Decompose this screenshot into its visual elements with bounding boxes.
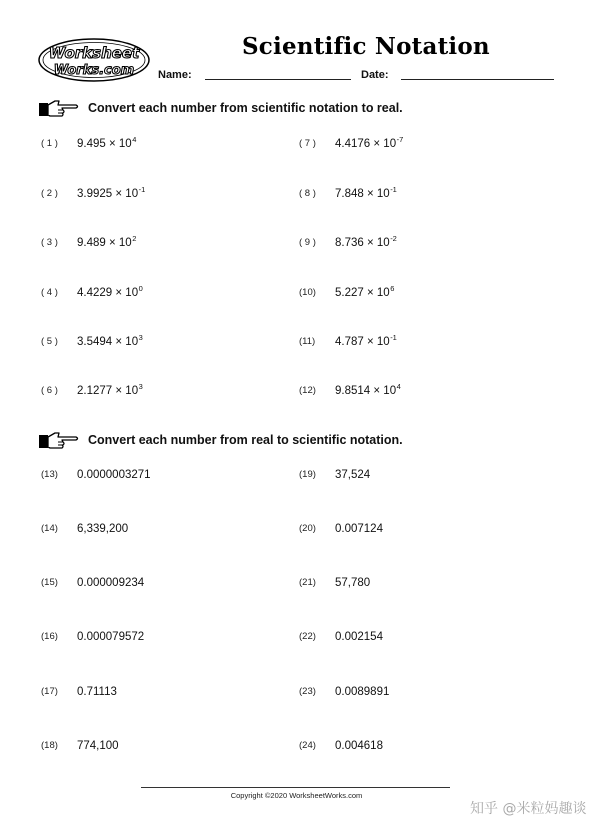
copyright-text: Copyright ©2020 WorksheetWorks.com bbox=[230, 791, 363, 800]
date-field[interactable] bbox=[401, 79, 554, 80]
problem-number: ( 8 ) bbox=[299, 188, 316, 199]
problem-value: $9.8514 \times 10^4$ bbox=[335, 382, 401, 397]
problem-number: (18) bbox=[41, 740, 58, 751]
problem-number: (23) bbox=[299, 686, 316, 697]
problem-number: ( 5 ) bbox=[41, 336, 58, 347]
problem-value: 0.000009234 bbox=[77, 577, 145, 589]
problem-number: ( 3 ) bbox=[41, 237, 58, 248]
problem-number: (22) bbox=[299, 631, 316, 642]
footer-divider bbox=[141, 787, 450, 788]
problem-value: 0.000079572 bbox=[77, 631, 145, 643]
problem-value: $4.787 \times 10^{-1}$ bbox=[335, 333, 397, 348]
problem-value: $4.4176 \times 10^{-7}$ bbox=[335, 135, 404, 150]
problem-number: (15) bbox=[41, 577, 58, 588]
problem-value: $4.4229 \times 10^0$ bbox=[77, 284, 143, 299]
problem-value: $5.227 \times 10^6$ bbox=[335, 284, 395, 299]
section-2-instruction: Convert each number from real to scientific notation. bbox=[88, 433, 403, 447]
problem-value: 0.004618 bbox=[335, 740, 383, 752]
worksheetworks-logo bbox=[38, 38, 150, 82]
problem-value: 37,524 bbox=[335, 469, 371, 481]
problem-value: $3.5494 \times 10^3$ bbox=[77, 333, 143, 348]
problem-value: $3.9925 \times 10^{-1}$ bbox=[77, 185, 146, 200]
problem-number: (17) bbox=[41, 686, 58, 697]
name-label: Name: bbox=[158, 69, 192, 81]
problem-value: 0.007124 bbox=[335, 523, 383, 535]
section-1-instruction: Convert each number from scientific notation to real. bbox=[88, 101, 403, 115]
problem-number: (21) bbox=[299, 577, 316, 588]
problem-number: ( 1 ) bbox=[41, 138, 58, 149]
problem-number: (24) bbox=[299, 740, 316, 751]
logo-line-2: Works.com bbox=[53, 63, 135, 78]
problem-value: 0.0089891 bbox=[335, 686, 390, 698]
problem-value: 6,339,200 bbox=[77, 523, 129, 535]
problem-number: ( 6 ) bbox=[41, 385, 58, 396]
problem-number: ( 7 ) bbox=[299, 138, 316, 149]
problem-number: (20) bbox=[299, 523, 316, 534]
page-title: Scientific Notation bbox=[242, 33, 490, 60]
pointing-hand-icon bbox=[38, 430, 80, 452]
problem-number: (12) bbox=[299, 385, 316, 396]
problem-value: $9.495 \times 10^4$ bbox=[77, 135, 137, 150]
name-field[interactable] bbox=[205, 79, 351, 80]
problem-value: $9.489 \times 10^2$ bbox=[77, 234, 137, 249]
problem-number: ( 4 ) bbox=[41, 287, 58, 298]
problem-number: (10) bbox=[299, 287, 316, 298]
problem-value: 0.0000003271 bbox=[77, 469, 151, 481]
problem-value: 57,780 bbox=[335, 577, 371, 589]
problem-value: 0.002154 bbox=[335, 631, 383, 643]
watermark-text: 知乎 @米粒妈趣谈 bbox=[470, 801, 587, 817]
problem-value: $2.1277 \times 10^3$ bbox=[77, 382, 143, 397]
pointing-hand-icon bbox=[38, 98, 80, 120]
problem-number: (19) bbox=[299, 469, 316, 480]
problem-number: ( 9 ) bbox=[299, 237, 316, 248]
problem-value: 0.71113 bbox=[77, 686, 117, 698]
problem-value: $7.848 \times 10^{-1}$ bbox=[335, 185, 397, 200]
problem-value: $8.736 \times 10^{-2}$ bbox=[335, 234, 397, 249]
problem-number: ( 2 ) bbox=[41, 188, 58, 199]
problem-number: (11) bbox=[299, 336, 316, 347]
problem-value: 774,100 bbox=[77, 740, 119, 752]
problem-number: (13) bbox=[41, 469, 58, 480]
problem-number: (14) bbox=[41, 523, 58, 534]
logo-line-1: Worksheet bbox=[48, 44, 140, 62]
date-label: Date: bbox=[361, 69, 389, 81]
problem-number: (16) bbox=[41, 631, 58, 642]
